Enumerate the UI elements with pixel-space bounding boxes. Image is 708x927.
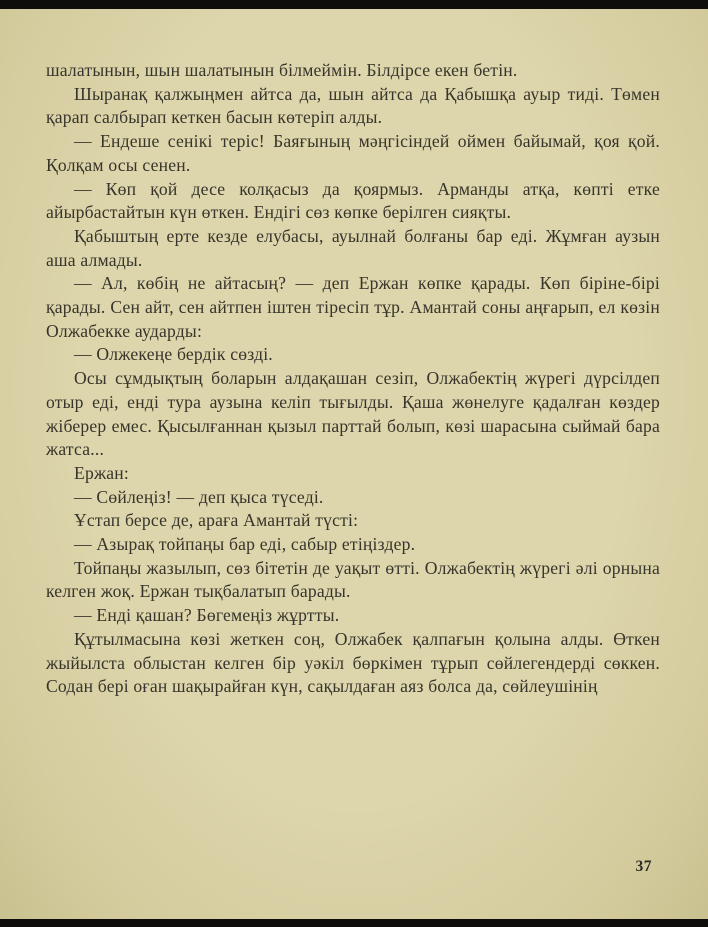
paragraph: — Ал, көбің не айтасың? — деп Ержан көпке қарады. Көп біріне-бірі қарады. Сен айт, сен айтпен іштен тіресіп тұр. Амантай соны аңғарып, ел көзін Олжабекке аударды:: [46, 273, 660, 341]
scan-edge-bottom: [0, 919, 708, 927]
paragraph: шалатынын, шын шалатынын білмеймін. Білдірсе екен бетін.: [46, 60, 518, 80]
paragraph: — Көп қой десе колқасыз да қоярмыз. Арманды атқа, көпті етке айырбастайтын күн өткен. Ендігі сөз көпке берілген сияқты.: [46, 178, 660, 223]
paragraph: — Ендеше сенікі теріс! Баяғының мәңгісіндей оймен байымай, қоя қой. Қолқам осы сенен.: [46, 131, 660, 175]
paragraph: Ұстап берсе де, араға Амантай түсті:: [74, 510, 359, 531]
paragraph: Тойпаңы жазылып, сөз бітетін де уақыт өтті. Олжабектің жүрегі әлі орнына келген жоқ. Ержан тықбалатып барады.: [46, 557, 660, 602]
paragraph: Қабыштың ерте кезде елубасы, ауылнай болғаны бар еді. Жұмған аузын аша алмады.: [46, 225, 660, 270]
paragraph: Шыранақ қалжыңмен айтса да, шын айтса да Қабышқа ауыр тиді. Төмен қарап салбырап кеткен басын көтеріп алды.: [46, 83, 660, 128]
page-text-block: [46, 59, 660, 699]
scan-edge-top: [0, 0, 708, 9]
paragraph: — Азырақ тойпаңы бар еді, сабыр етіңіздер.: [74, 534, 416, 555]
paragraph: — Енді қашан? Бөгемеңіз жұртты.: [74, 605, 340, 626]
paragraph: Ержан:: [74, 462, 130, 483]
page-number: 37: [635, 858, 652, 875]
paragraph: — Сөйлеңіз! — деп қыса түседі.: [74, 486, 324, 507]
paragraph: Құтылмасына көзі жеткен соң, Олжабек қалпағын қолына алды. Өткен жыйылста облыстан келген бір уәкіл бөркімен тұрып сөйлегендерді сөккен. Содан бері оған шақырайған күн, сақылдаған аяз болса да, сөйлеушінің: [46, 628, 660, 697]
paragraph: — Олжекеңе бердік сөзді.: [74, 344, 273, 365]
paragraph: Осы сұмдықтың боларын алдақашан сезіп, Олжабектің жүрегі дүрсілдеп отыр еді, енді тура аузына келіп тығылды. Қаша жөнелуге қадалған көздер жіберер емес. Қысылғаннан қызыл парттай болып, көзі шарасына сыймай бара жатса...: [46, 368, 660, 460]
